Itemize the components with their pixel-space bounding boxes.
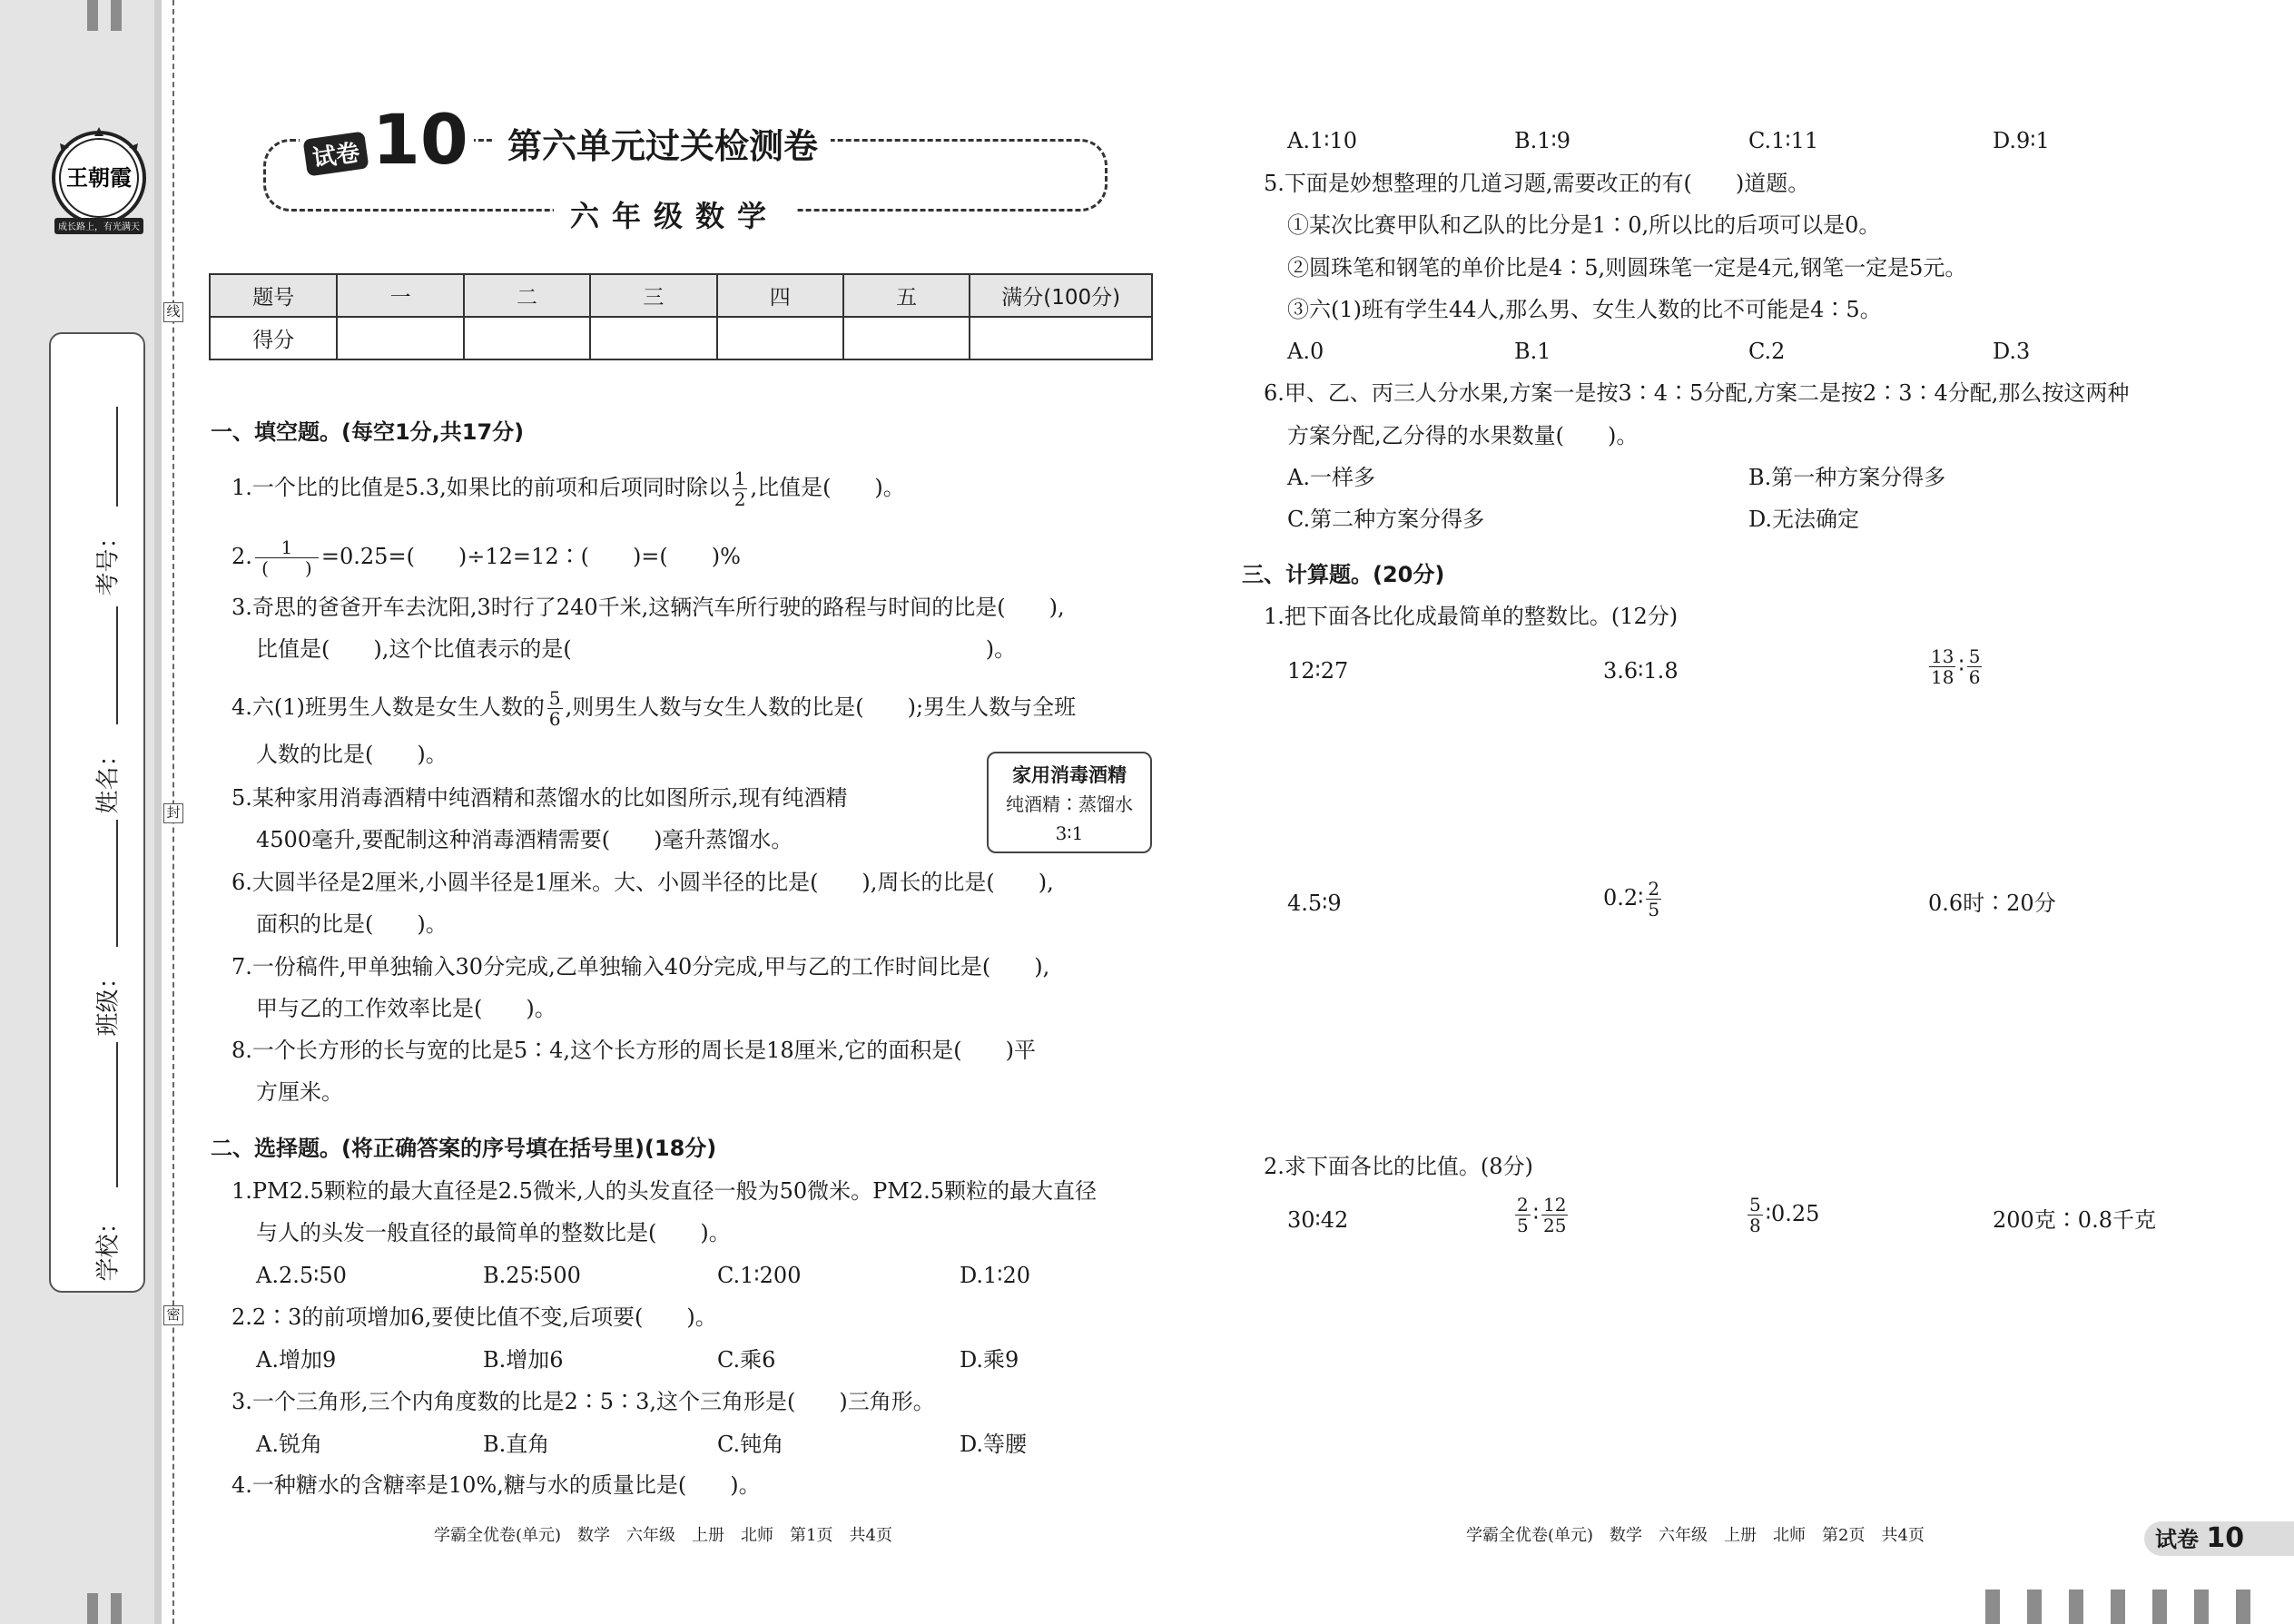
registration-marks-bottom	[87, 1593, 122, 1624]
option-a[interactable]: A.2.5∶50	[256, 1263, 347, 1288]
option-a[interactable]: A.0	[1287, 339, 1324, 364]
score-row-label: 得分	[210, 317, 337, 359]
score-cell[interactable]	[337, 317, 463, 359]
s3-problem-1-title: 1.把下面各比化成最简单的整数比。(12分)	[1264, 604, 1679, 629]
s2-question-5-line4: ③六(1)班有学生44人,那么男、女生人数的比不可能是4∶5。	[1287, 297, 1882, 322]
option-a[interactable]: A.一样多	[1287, 465, 1375, 490]
q-text: 1.一个比的比值是5.3,如果比的前项和后项同时除以	[231, 475, 730, 500]
corner-badge-tag: 试卷	[2155, 1527, 2199, 1552]
alcohol-box-title: 家用消毒酒精	[1012, 764, 1127, 786]
ratio-item: 0.6时∶20分	[1928, 891, 2056, 916]
score-header-cell: 四	[717, 274, 843, 317]
score-table-score-row	[210, 317, 1152, 359]
q-text: =0.25=( )÷12=12∶( )=( )%	[320, 544, 741, 569]
section-2-title: 二、选择题。(将正确答案的序号填在括号里)(18分)	[211, 1136, 717, 1161]
s2-question-2: 2.2∶3的前项增加6,要使比值不变,后项要( )。	[231, 1304, 717, 1330]
option-a[interactable]: A.锐角	[256, 1432, 322, 1457]
option-d[interactable]: D.1∶20	[960, 1263, 1031, 1288]
exam-badge	[300, 99, 474, 180]
score-cell[interactable]	[464, 317, 590, 359]
s1-question-6-line2: 面积的比是( )。	[256, 911, 448, 937]
score-cell[interactable]	[717, 317, 843, 359]
ratio-item: 4.5∶9	[1287, 891, 1342, 916]
fraction: $\frac{2}{5}$	[1517, 1194, 1529, 1236]
score-header-cell: 题号	[210, 274, 337, 317]
option-c[interactable]: C.钝角	[717, 1432, 784, 1457]
logo-brand-text: 王朝霞	[66, 164, 132, 191]
s1-question-8-line2: 方厘米。	[256, 1079, 343, 1105]
fraction: $\frac{1}{2}$	[733, 468, 746, 510]
brand-logo	[47, 125, 151, 243]
option-b[interactable]: B.1	[1514, 339, 1551, 364]
ratio-item: 30∶42	[1287, 1207, 1349, 1233]
fraction: $\frac{12}{25}$	[1542, 1194, 1567, 1236]
option-d[interactable]: D.乘9	[960, 1347, 1019, 1373]
ratio-item: 12∶27	[1287, 658, 1349, 684]
s2-question-6-line1: 6.甲、乙、丙三人分水果,方案一是按3∶4∶5分配,方案二是按2∶3∶4分配,那么按这两种	[1264, 380, 2130, 406]
s1-question-2	[231, 537, 741, 578]
option-a[interactable]: A.增加9	[256, 1347, 337, 1373]
alcohol-box-line1: 纯酒精∶蒸馏水	[1006, 793, 1133, 815]
s3-problem-2-title: 2.求下面各比的比值。(8分)	[1264, 1154, 1533, 1179]
score-header-cell: 一	[337, 274, 463, 317]
alcohol-label-box	[987, 752, 1152, 853]
option-c[interactable]: C.2	[1748, 339, 1786, 364]
footer-left: 学霸全优卷(单元) 数学 六年级 上册 北师 第1页 共4页	[434, 1526, 892, 1545]
ratio-item: 200克∶0.8千克	[1993, 1207, 2156, 1233]
s1-question-7-line1: 7.一份稿件,甲单独输入30分完成,乙单独输入40分完成,甲与乙的工作时间比是( ),	[231, 954, 1050, 979]
s1-question-8-line1: 8.一个长方形的长与宽的比是5∶4,这个长方形的周长是18厘米,它的面积是( )平	[231, 1038, 1036, 1063]
fraction: $\frac{5}{8}$	[1749, 1194, 1761, 1236]
exam-id-label: 考号：	[94, 525, 123, 596]
score-cell[interactable]	[843, 317, 970, 359]
s2-question-5-line3: ②圆珠笔和钢笔的单价比是4∶5,则圆珠笔一定是4元,钢笔一定是5元。	[1287, 255, 1967, 281]
section-3-title: 三、计算题。(20分)	[1242, 562, 1445, 587]
score-header-cell: 满分(100分)	[970, 274, 1152, 317]
s2-question-5-line2: ①某次比赛甲队和乙队的比分是1∶0,所以比的后项可以是0。	[1287, 212, 1881, 238]
alcohol-box-ratio: 3∶1	[1055, 822, 1084, 844]
s1-question-5-line1: 5.某种家用消毒酒精中纯酒精和蒸馏水的比如图所示,现有纯酒精	[231, 785, 848, 811]
ratio-item: 3.6∶1.8	[1603, 658, 1679, 684]
option-d[interactable]: D.9∶1	[1993, 128, 2050, 153]
option-b[interactable]: B.1∶9	[1514, 128, 1571, 153]
corner-badge-number: 10	[2206, 1522, 2245, 1554]
registration-marks-bottom-right	[1985, 1590, 2250, 1624]
fraction: $\frac{5}{6}$	[1968, 645, 1981, 688]
seal-mark-seal: 封	[163, 803, 183, 823]
registration-marks-top	[87, 0, 122, 31]
option-b[interactable]: B.直角	[483, 1432, 550, 1457]
score-cell[interactable]	[590, 317, 716, 359]
s1-question-6-line1: 6.大圆半径是2厘米,小圆半径是1厘米。大、小圆半径的比是( ),周长的比是( ),	[231, 870, 1054, 895]
s2-question-5-line1: 5.下面是妙想整理的几道习题,需要改正的有( )道题。	[1264, 171, 1810, 196]
logo-slogan: 成长路上，有光满天	[58, 222, 140, 232]
option-c[interactable]: C.1∶11	[1748, 128, 1819, 153]
s1-question-3-line1: 3.奇思的爸爸开车去沈阳,3时行了240千米,这辆汽车所行驶的路程与时间的比是( ),	[231, 595, 1065, 620]
option-b[interactable]: B.增加6	[483, 1347, 564, 1373]
exam-header	[263, 98, 1108, 252]
school-label: 学校：	[94, 1210, 123, 1282]
class-label: 班级：	[94, 965, 123, 1037]
option-a[interactable]: A.1∶10	[1287, 128, 1358, 153]
option-c[interactable]: C.第二种方案分得多	[1287, 507, 1485, 532]
seal-mark-line: 线	[163, 302, 183, 322]
score-table-header-row	[210, 274, 1152, 317]
badge-tag: 试卷	[302, 131, 369, 176]
score-cell[interactable]	[970, 317, 1152, 359]
student-name-label: 姓名：	[94, 743, 123, 814]
option-d[interactable]: D.无法确定	[1748, 507, 1860, 532]
option-c[interactable]: C.1∶200	[717, 1263, 802, 1288]
section-1-title: 一、填空题。(每空1分,共17分)	[211, 419, 525, 445]
exam-title: 第六单元过关检测卷	[495, 118, 831, 168]
option-d[interactable]: D.3	[1993, 339, 2031, 364]
s2-question-1-line2: 与人的头发一般直径的最简单的整数比是( )。	[256, 1220, 731, 1245]
option-c[interactable]: C.乘6	[717, 1347, 776, 1373]
fraction: $\frac{1}{( )}$	[255, 537, 319, 578]
ratio-item: $\frac{2}{5}$ ∶ $\frac{12}{25}$	[1517, 1194, 1567, 1236]
score-header-cell: 二	[464, 274, 590, 317]
option-b[interactable]: B.第一种方案分得多	[1748, 465, 1946, 490]
s2-question-1-line1: 1.PM2.5颗粒的最大直径是2.5微米,人的头发直径一般为50微米。PM2.5颗粒的最大直径	[231, 1178, 1098, 1204]
option-b[interactable]: B.25∶500	[483, 1263, 581, 1288]
ratio-item: 0.2∶ $\frac{2}{5}$	[1603, 878, 1660, 920]
fraction: $\frac{2}{5}$	[1648, 878, 1660, 920]
s2-question-3: 3.一个三角形,三个内角度数的比是2∶5∶3,这个三角形是( )三角形。	[231, 1389, 935, 1414]
exam-subtitle: 六年级数学	[554, 193, 795, 235]
option-d[interactable]: D.等腰	[960, 1432, 1028, 1457]
score-table	[209, 273, 1153, 360]
s1-question-5-line2: 4500毫升,要配制这种消毒酒精需要( )毫升蒸馏水。	[256, 827, 793, 852]
footer-right: 学霸全优卷(单元) 数学 六年级 上册 北师 第2页 共4页	[1466, 1526, 1925, 1545]
student-info-box	[49, 332, 145, 1293]
s1-question-1	[231, 468, 905, 509]
seal-mark-secret: 密	[163, 1305, 183, 1325]
q-number: 2.	[231, 544, 252, 569]
score-header-cell: 五	[843, 274, 970, 317]
s1-question-7-line2: 甲与乙的工作效率比是( )。	[256, 996, 556, 1021]
s2-question-6-line2: 方案分配,乙分得的水果数量( )。	[1287, 423, 1639, 448]
q-text: ,比值是( )。	[750, 475, 905, 500]
ratio-item: $\frac{5}{8}$ ∶0.25	[1749, 1194, 1820, 1236]
ratio-item: $\frac{13}{18}$ ∶ $\frac{5}{6}$	[1931, 645, 1981, 688]
score-header-cell: 三	[590, 274, 716, 317]
s1-question-3-line2: 比值是( ),这个比值表示的是( )。	[256, 636, 1017, 662]
badge-number: 10	[372, 99, 468, 180]
s1-question-4	[231, 688, 1076, 729]
q-text: 4.六(1)班男生人数是女生人数的	[231, 694, 545, 720]
corner-exam-badge	[2144, 1521, 2294, 1556]
q-text: ,则男生人数与女生人数的比是( );男生人数与全班	[565, 694, 1077, 720]
s2-question-4: 4.一种糖水的含糖率是10%,糖与水的质量比是( )。	[231, 1472, 761, 1498]
fraction: $\frac{13}{18}$	[1931, 645, 1954, 688]
s1-question-4-line2: 人数的比是( )。	[256, 742, 448, 767]
fraction: $\frac{5}{6}$	[548, 687, 561, 730]
